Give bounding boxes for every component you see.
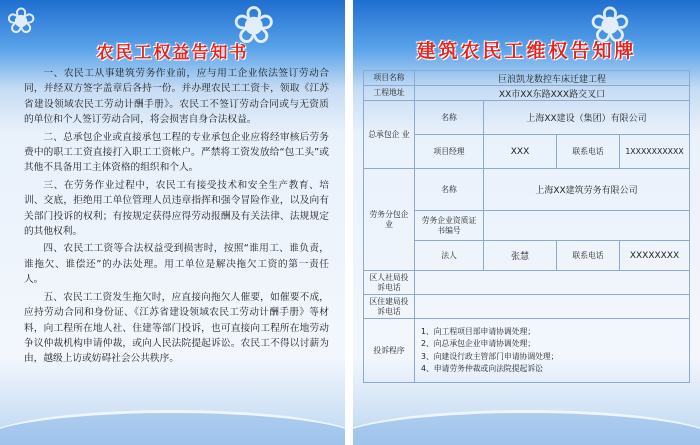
rights-board-title: 建筑农民工维权告知牌 (416, 40, 637, 62)
sub-name-label: 名称 (415, 169, 484, 211)
table-row (364, 101, 690, 135)
project-name-label: 项目名称 (364, 71, 415, 86)
gc-name-label: 名称 (415, 101, 484, 135)
table-row (364, 169, 690, 211)
table-row (364, 271, 690, 295)
project-manager-value: XXX (484, 135, 557, 169)
wave-decoration (0, 410, 345, 445)
legal-person-value: 张慧 (484, 241, 557, 271)
project-name-value: 巨浪凯龙数控车床迁建工程 (415, 71, 690, 86)
project-address-label: 工程地址 (364, 86, 415, 101)
notice-paragraph: 四、农民工工资等合法权益受到损害时，按照“谁用工、谁负责，谁拖欠、谁偿还”的办法处理。用工单位是解决拖欠工资的第一责任人。 (24, 243, 329, 286)
table-row (364, 319, 690, 383)
complaint-steps (415, 319, 690, 383)
legal-person-label: 法人 (415, 241, 484, 271)
notice-paragraph: 五、农民工工资发生拖欠时，应直接向拖欠人催要，如催要不成，应持劳动合同和身份证、《江苏省建设领域农民工劳动计酬手册》等材料，向工程所在地人社、住建等部门投诉，也可直接向工程所在地劳动争议仲裁机构申请仲裁，或向人民法院提起诉讼。农民工不得以讨薪为由，越级上访或妨碍社会公共秩序。 (24, 291, 329, 365)
general-contractor-label: 总承包企 业 (364, 101, 415, 169)
wave-decoration (353, 410, 700, 445)
social-bureau-label: 区人社局投诉电话 (364, 271, 415, 295)
qualification-label: 劳务企业资质证书编号 (415, 211, 484, 241)
legal-phone-value: XXXXXXXX (620, 241, 690, 271)
flower-decoration-icon: ❀ (232, 0, 276, 56)
rights-board-panel (353, 0, 700, 445)
flower-decoration-icon: ❀ (589, 0, 631, 54)
notice-paragraph: 二、总承包企业或直接承包工程的专业承包企业应将经审核后劳务费中的职工工资直接打入职工工资帐户。严禁将工资发放给“包工头”或其他不具备用工主体资格的组织和个人。 (24, 131, 329, 174)
qualification-value (484, 211, 690, 241)
legal-phone-label: 联系电话 (557, 241, 620, 271)
project-address-value: XX市XX东路XXX路交叉口 (415, 86, 690, 101)
flower-decoration-icon: ❀ (6, 1, 37, 42)
sub-name-value: 上海XX建筑劳务有限公司 (484, 169, 690, 211)
procedure-step: 1、向工程项目部申请协调处理； (421, 326, 536, 336)
rights-notice-panel (0, 0, 345, 445)
procedure-step: 4、申请劳务仲裁或向法院提起诉讼 (421, 364, 543, 373)
panel-divider (345, 0, 353, 445)
pm-phone-label: 联系电话 (557, 135, 620, 169)
complaint-procedure-label: 投诉程序 (364, 319, 415, 383)
housing-bureau-label: 区住建局投诉电话 (364, 295, 415, 319)
procedure-step: 2、向总承包企业申请协调处理； (421, 339, 536, 348)
table-row (364, 295, 690, 319)
notice-paragraph: 一、农民工从事建筑劳务作业前，应与用工企业依法签订劳动合同，并经双方签字盖章后各持一份。并办理农民工工资卡，领取《江苏省建设领域农民工劳动计酬手册》。农民工不签订劳动合同或与无资质的单位和个人签订劳动合同，将会损害自身合法权益。 (24, 68, 329, 126)
table-row (364, 86, 690, 101)
rights-notice-title: 农民工权益告知书 (96, 43, 249, 63)
social-bureau-phone (415, 271, 690, 295)
project-info-table (363, 70, 690, 383)
gc-name-value: 上海XX建设（集团）有限公司 (484, 101, 690, 135)
procedure-step: 3、向建设行政主管部门申请协调处理； (421, 351, 559, 361)
pm-phone-value: 1XXXXXXXXXX (620, 135, 690, 169)
rights-notice-body (24, 66, 329, 369)
project-manager-label: 项目经理 (415, 135, 484, 169)
subcontractor-label: 劳务分包企 业 (364, 169, 415, 271)
table-row (364, 71, 690, 86)
housing-bureau-phone (415, 295, 690, 319)
notice-paragraph: 三、在劳务作业过程中，农民工有接受技术和安全生产教育、培训、交底，拒绝用工单位管理人员违章指挥和强令冒险作业，以及向有关部门投诉的权利；有按规定获得应得劳动报酬及有关法律、法规规定的其他权利。 (24, 179, 329, 238)
